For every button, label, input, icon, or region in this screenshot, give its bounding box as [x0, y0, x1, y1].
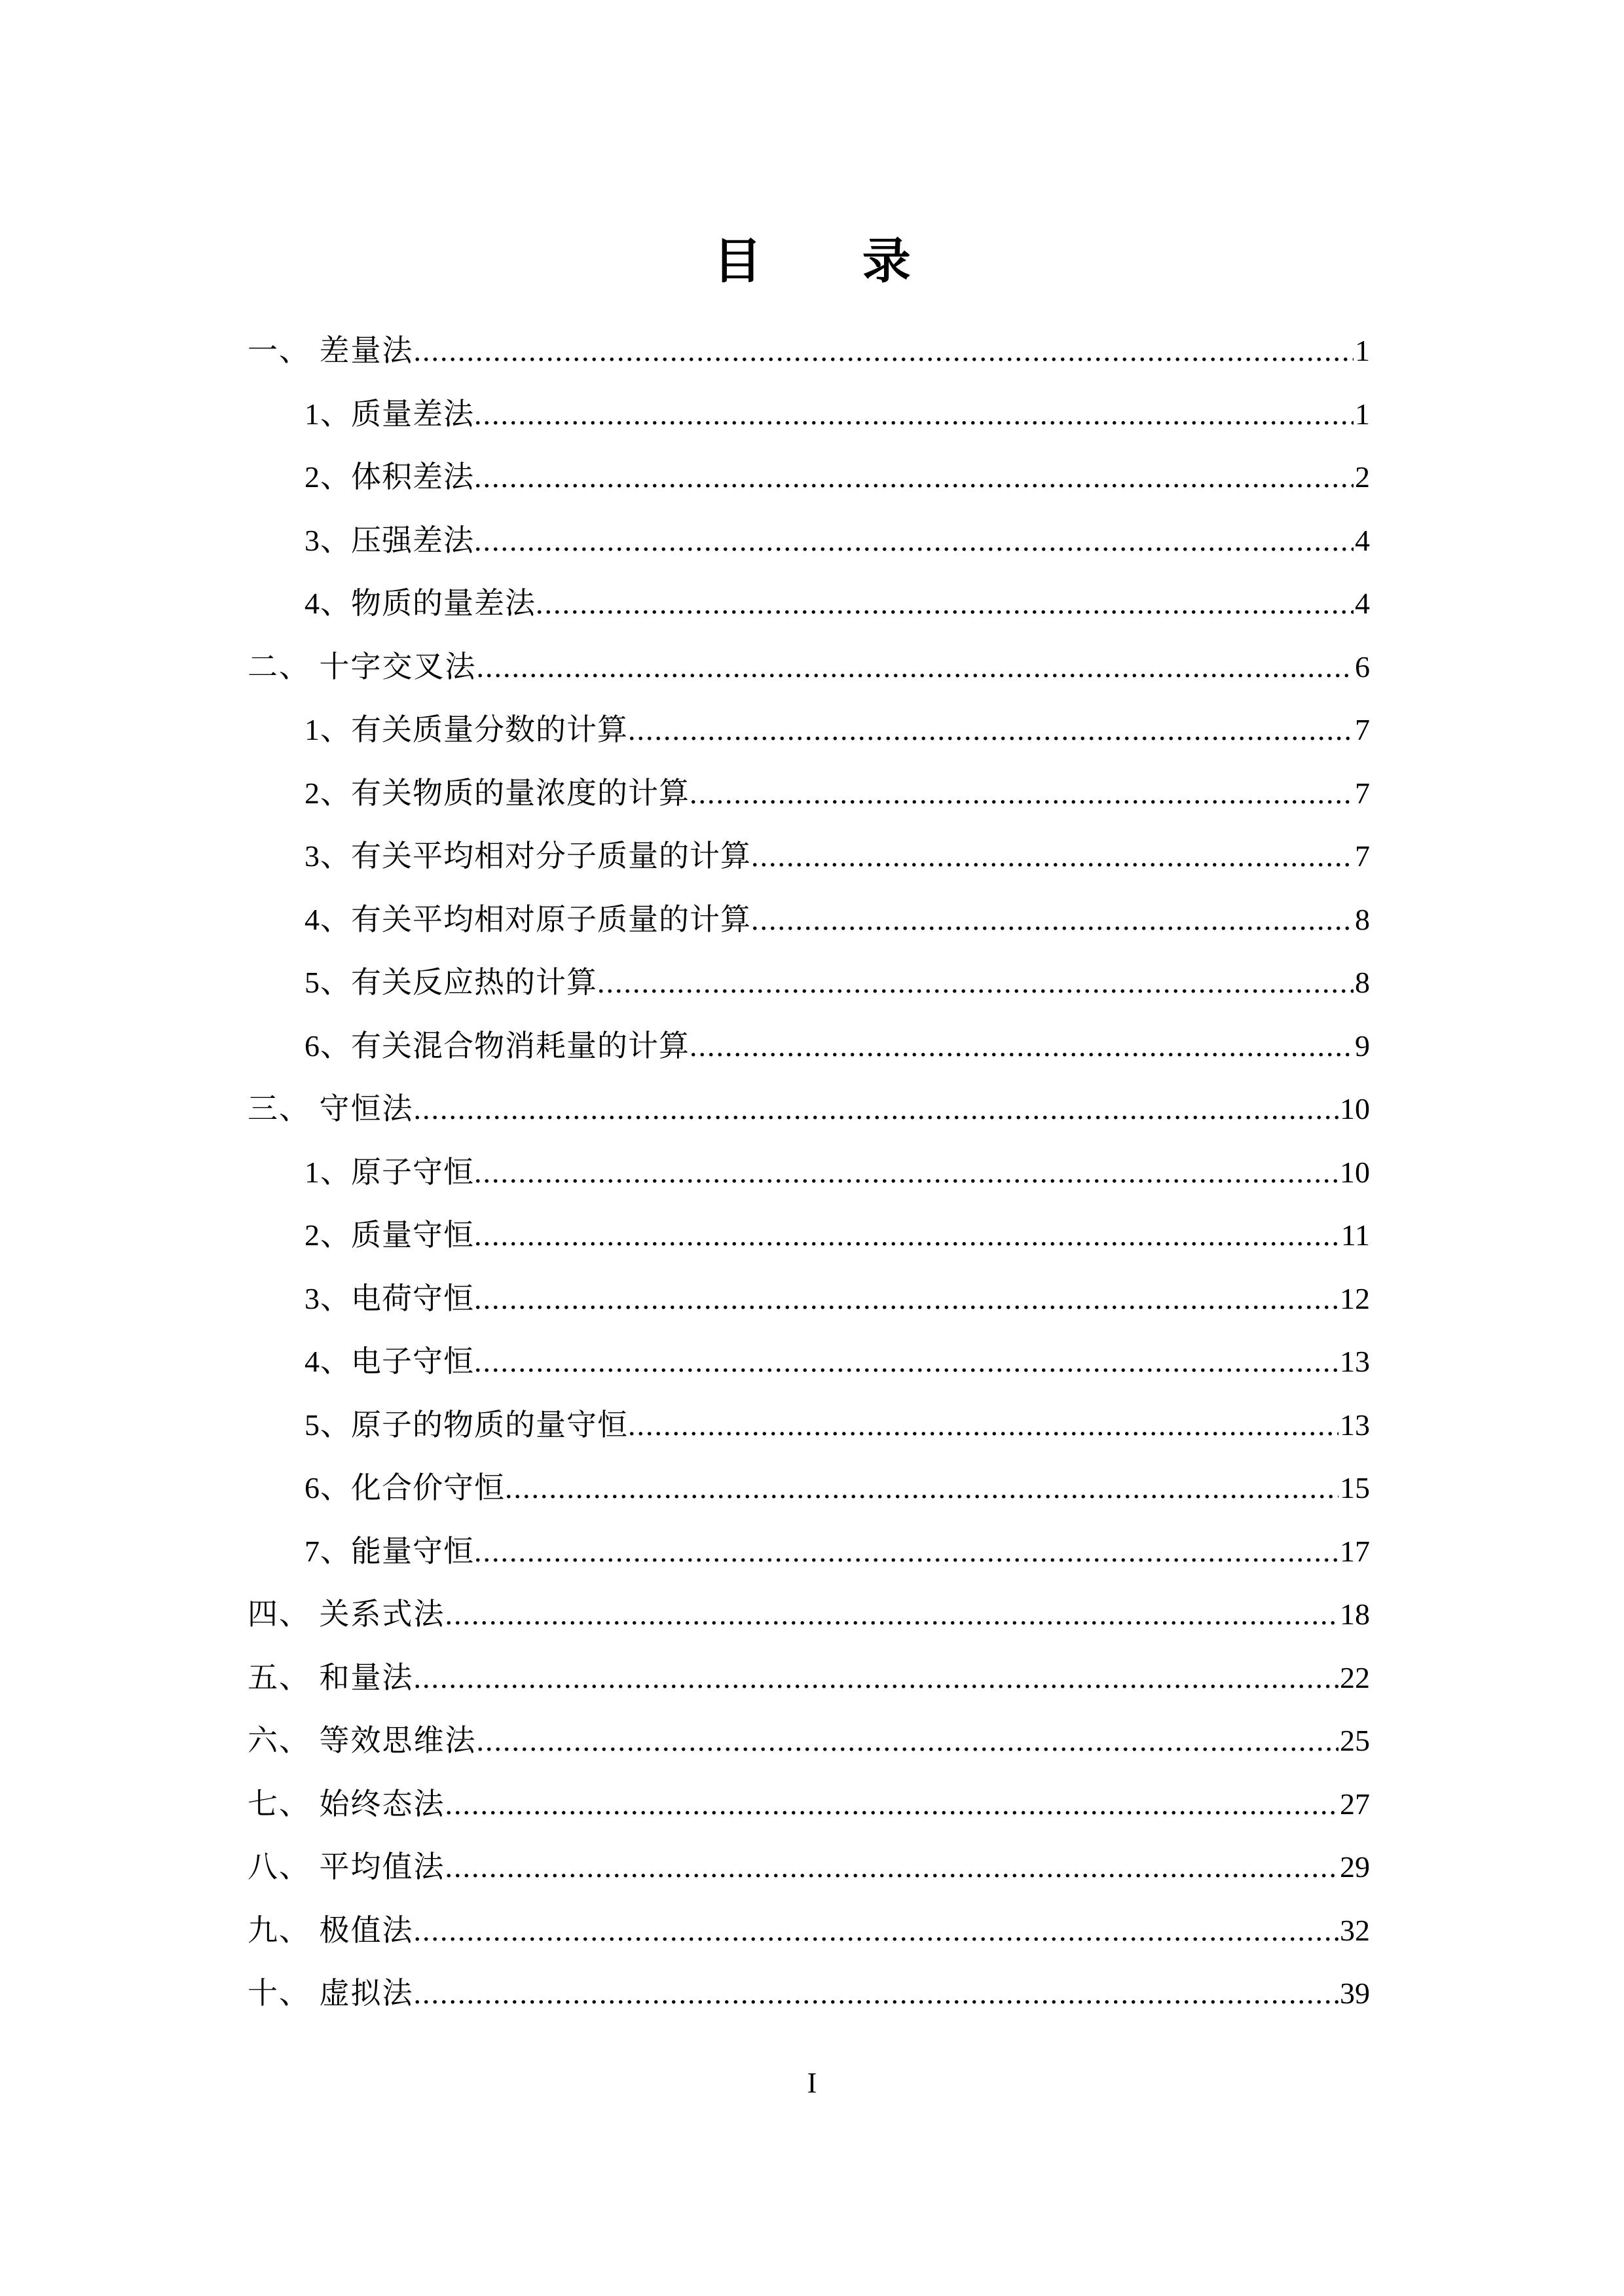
toc-entry[interactable]	[248, 1773, 1370, 1836]
toc-entry-label: 二、 十字交叉法	[248, 649, 477, 683]
toc-entry[interactable]	[248, 1836, 1370, 1899]
toc-entry[interactable]	[248, 888, 1370, 952]
toc-entry-label: 七、 始终态法	[248, 1787, 445, 1821]
toc-entry[interactable]	[248, 1015, 1370, 1078]
toc-page-number: 17	[1340, 1534, 1370, 1568]
toc-entry[interactable]	[248, 636, 1370, 699]
toc-entry[interactable]	[248, 1962, 1370, 2026]
toc-entry-label: 1、有关质量分数的计算	[304, 713, 628, 746]
toc-entry[interactable]	[248, 825, 1370, 888]
toc-page-number: 10	[1340, 1155, 1370, 1189]
toc-entry-label: 7、能量守恒	[304, 1534, 474, 1568]
toc-page-number: 9	[1355, 1029, 1370, 1063]
toc-entry[interactable]	[248, 699, 1370, 762]
toc-entry[interactable]	[248, 572, 1370, 636]
toc-entry-label: 5、有关反应热的计算	[304, 966, 597, 999]
toc-leader-dots	[414, 1978, 1339, 2009]
toc-leader-dots	[474, 1157, 1338, 1188]
toc-entry[interactable]	[248, 1267, 1370, 1331]
toc-entry[interactable]	[248, 1899, 1370, 1963]
toc-page-number: 8	[1355, 966, 1370, 999]
toc-entry[interactable]	[248, 1647, 1370, 1710]
toc-entry[interactable]	[248, 1457, 1370, 1520]
toc-leader-dots	[690, 778, 1354, 809]
toc-entry-label: 四、 关系式法	[248, 1597, 445, 1631]
toc-leader-dots	[477, 1726, 1339, 1756]
toc-leader-dots	[751, 841, 1354, 871]
toc-leader-dots	[628, 715, 1354, 745]
toc-page-number: 27	[1340, 1787, 1370, 1821]
toc-page-number: 1	[1355, 397, 1370, 431]
toc-page-number: 7	[1355, 713, 1370, 746]
toc-entry-label: 一、 差量法	[248, 334, 414, 367]
toc-leader-dots	[597, 968, 1354, 998]
toc-entry[interactable]	[248, 1709, 1370, 1773]
toc-leader-dots	[414, 1916, 1339, 1946]
toc-entry-label: 4、有关平均相对原子质量的计算	[304, 902, 751, 936]
toc-entry[interactable]	[248, 1330, 1370, 1394]
toc-page-number: 29	[1340, 1850, 1370, 1884]
toc-leader-dots	[445, 1599, 1339, 1630]
toc-leader-dots	[414, 1094, 1339, 1124]
toc-leader-dots	[474, 1220, 1340, 1250]
toc-page-number: 4	[1355, 523, 1370, 557]
toc-entry[interactable]	[248, 383, 1370, 446]
toc-entry[interactable]	[248, 1583, 1370, 1647]
toc-entry-label: 2、有关物质的量浓度的计算	[304, 776, 690, 810]
toc-entry[interactable]	[248, 762, 1370, 826]
toc-entry[interactable]	[248, 951, 1370, 1015]
page-title: 目 录	[713, 233, 933, 289]
toc-leader-dots	[477, 652, 1354, 682]
toc-leader-dots	[505, 1473, 1338, 1503]
toc-leader-dots	[536, 589, 1354, 619]
toc-entry[interactable]	[248, 1520, 1370, 1584]
toc-entry-label: 六、 等效思维法	[248, 1724, 477, 1757]
toc-page-number: 4	[1355, 587, 1370, 620]
toc-leader-dots	[414, 1663, 1339, 1693]
toc-entry-label: 三、 守恒法	[248, 1092, 414, 1125]
toc-entry-label: 十、 虚拟法	[248, 1977, 414, 2010]
toc-leader-dots	[474, 526, 1354, 556]
toc-entry-label: 6、有关混合物消耗量的计算	[304, 1029, 690, 1063]
toc-page-number: 15	[1340, 1471, 1370, 1504]
toc-entry-label: 3、压强差法	[304, 523, 474, 557]
toc-page-number: 11	[1340, 1218, 1370, 1252]
toc-leader-dots	[474, 399, 1354, 429]
toc-page-number: 25	[1340, 1724, 1370, 1757]
toc-leader-dots	[445, 1789, 1339, 1819]
toc-leader-dots	[474, 1537, 1338, 1567]
toc-entry[interactable]	[248, 509, 1370, 573]
toc-page-number: 2	[1355, 460, 1370, 494]
toc-page-number: 7	[1355, 839, 1370, 873]
toc-entry-label: 3、有关平均相对分子质量的计算	[304, 839, 751, 873]
toc-leader-dots	[445, 1852, 1339, 1882]
toc-entry-label: 九、 极值法	[248, 1913, 414, 1947]
toc-leader-dots	[628, 1410, 1338, 1440]
toc-leader-dots	[414, 336, 1354, 366]
toc-page-number: 12	[1340, 1281, 1370, 1315]
toc-leader-dots	[690, 1031, 1354, 1061]
toc-entry-label: 3、电荷守恒	[304, 1281, 474, 1315]
toc-entry-label: 1、质量差法	[304, 397, 474, 431]
toc-page-number: 13	[1340, 1345, 1370, 1378]
toc-leader-dots	[474, 1284, 1338, 1314]
toc-page-number: 6	[1355, 649, 1370, 683]
toc-entry-label: 4、物质的量差法	[304, 587, 536, 620]
toc-page-number: 13	[1340, 1408, 1370, 1442]
toc-entry-label: 5、原子的物质的量守恒	[304, 1408, 628, 1442]
toc-page-number: 1	[1355, 334, 1370, 367]
toc-page-number: 8	[1355, 902, 1370, 936]
toc-entry-label: 五、 和量法	[248, 1660, 414, 1694]
toc-page-number: 32	[1340, 1913, 1370, 1947]
toc-entry[interactable]	[248, 1204, 1370, 1267]
toc-entry[interactable]	[248, 319, 1370, 383]
toc-page-number: 39	[1340, 1977, 1370, 2010]
toc-entry-label: 2、体积差法	[304, 460, 474, 494]
toc-entry-label: 1、原子守恒	[304, 1155, 474, 1189]
toc-entry-label: 2、质量守恒	[304, 1218, 474, 1252]
toc-leader-dots	[474, 462, 1354, 492]
toc-entry-label: 八、 平均值法	[248, 1850, 445, 1884]
toc-page-number: 10	[1340, 1092, 1370, 1125]
toc-entry[interactable]	[248, 446, 1370, 509]
toc-entry[interactable]	[248, 1078, 1370, 1141]
footer-page-number: I	[807, 2067, 817, 2099]
toc-leader-dots	[474, 1347, 1338, 1377]
toc-page-number: 22	[1340, 1660, 1370, 1694]
toc-entry[interactable]	[248, 1394, 1370, 1457]
toc-entry-label: 6、化合价守恒	[304, 1471, 505, 1504]
table-of-contents	[248, 319, 1370, 2026]
toc-page-number: 18	[1340, 1597, 1370, 1631]
toc-page-number: 7	[1355, 776, 1370, 810]
toc-entry[interactable]	[248, 1141, 1370, 1205]
toc-entry-label: 4、电子守恒	[304, 1345, 474, 1378]
toc-leader-dots	[751, 905, 1354, 935]
